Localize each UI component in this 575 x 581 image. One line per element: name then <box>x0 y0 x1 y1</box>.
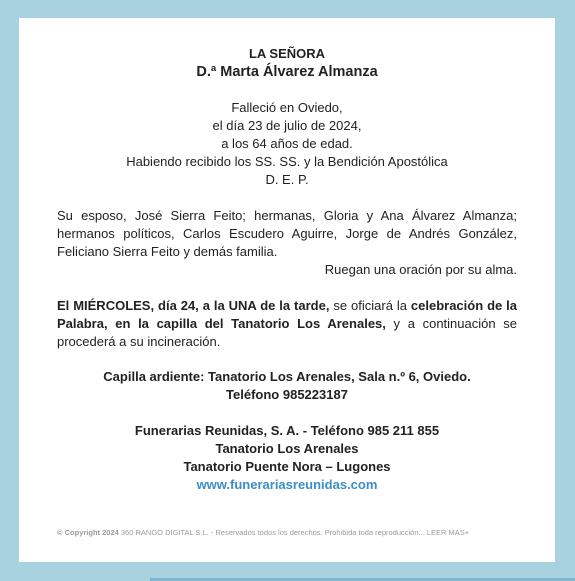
death-date: el día 23 de julio de 2024, <box>212 118 362 133</box>
deceased-name: D.ª Marta Álvarez Almanza <box>196 64 378 80</box>
death-place: Falleció en Oviedo, <box>231 100 343 115</box>
ceremony-text <box>57 297 517 351</box>
heading-title: LA SEÑORA <box>248 46 326 61</box>
obituary-content <box>57 45 517 494</box>
death-details <box>57 99 517 189</box>
copyright-text: 360 RANGO DIGITAL S.L. - Reservados todos los derechos. Prohibida toda reproducción... LEER MAS+ <box>118 528 470 537</box>
copyright-footer <box>57 528 527 537</box>
funeral-home-website-link[interactable]: www.funerariasreunidas.com <box>196 477 378 492</box>
copyright-label: © Copyright 2024 <box>57 528 119 537</box>
ceremony-cremation: y a continuación se procederá a su incineración. <box>57 316 517 349</box>
chapel-phone: Teléfono 985223187 <box>226 387 348 402</box>
funeral-home-section <box>57 422 517 494</box>
obituary-card <box>19 18 555 562</box>
funeral-home-name: Funerarias Reunidas, S. A. - Teléfono 985 211 855 <box>134 423 440 438</box>
prayer-request: Ruegan una oración por su alma. <box>324 262 517 277</box>
sacraments-text: Habiendo recibido los SS. SS. y la Bendición Apostólica <box>126 154 448 169</box>
chapel-section <box>57 368 517 404</box>
tanatorio-puente-nora: Tanatorio Puente Nora – Lugones <box>183 459 391 474</box>
chapel-location: Capilla ardiente: Tanatorio Los Arenales, Sala n.º 6, Oviedo. <box>103 369 471 384</box>
ceremony-connector: se oficiará la <box>329 298 411 313</box>
ceremony-location: celebración de la Palabra, en la capilla del Tanatorio Los Arenales, <box>57 298 517 331</box>
rip-text: D. E. P. <box>265 172 309 187</box>
age-at-death: a los 64 años de edad. <box>221 136 353 151</box>
family-section <box>57 207 517 279</box>
heading <box>57 45 517 82</box>
tanatorio-arenales: Tanatorio Los Arenales <box>215 441 359 456</box>
ceremony-date-time: El MIÉRCOLES, día 24, a la UNA de la tarde, <box>57 298 330 313</box>
family-text: Su esposo, José Sierra Feito; hermanas, Gloria y Ana Álvarez Almanza; hermanos políticos, Carlos Escudero Aguirre, Jorge de Andrés González, Feliciano Sierra Feito y demás familia. <box>57 208 517 259</box>
